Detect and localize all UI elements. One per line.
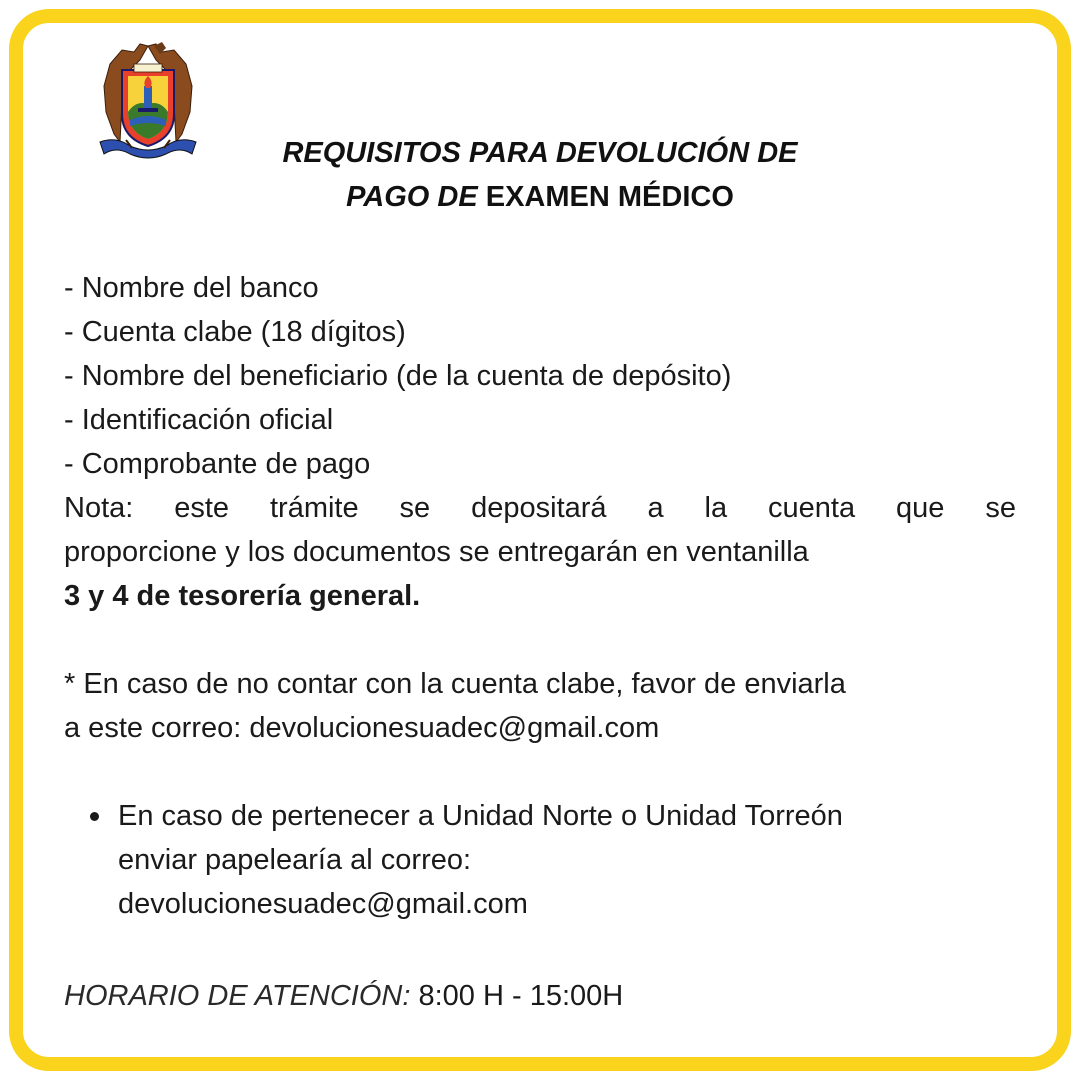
requirements-body (64, 266, 1016, 926)
requirement-item: - Nombre del beneficiario (de la cuenta de depósito) (64, 360, 732, 392)
requirement-item: - Cuenta clabe (18 dígitos) (64, 316, 406, 348)
bullet-icon (90, 812, 99, 821)
office-hours (64, 974, 623, 1018)
hours-value: 8:00 H - 15:00H (418, 980, 624, 1012)
clabe-notice-line1: * En caso de no contar con la cuenta clabe, favor de enviarla (64, 668, 846, 700)
title-line1-text: REQUISITOS PARA DEVOLUCIÓN DE (282, 137, 798, 169)
note-line1: Nota: este trámite se depositará a la cuenta que se (64, 492, 1016, 524)
branch-notice-line1: En caso de pertenecer a Unidad Norte o Unidad Torreón (118, 800, 843, 832)
page-title-line2 (150, 176, 930, 218)
requirement-item: - Nombre del banco (64, 272, 319, 304)
branch-notice-email: devolucionesuadec@gmail.com (118, 888, 528, 920)
branch-notice (118, 794, 1016, 926)
requirement-item: - Comprobante de pago (64, 448, 371, 480)
requirement-item: - Identificación oficial (64, 404, 334, 436)
note-line2: proporcione y los documentos se entregarán en ventanilla (64, 536, 809, 568)
page-title-line1 (150, 132, 930, 174)
title-line2-rest: EXAMEN MÉDICO (485, 181, 734, 213)
branch-notice-line2: enviar papelearía al correo: (118, 844, 472, 876)
clabe-notice-line2: a este correo: devolucionesuadec@gmail.com (64, 712, 660, 744)
note-bold-line: 3 y 4 de tesorería general. (64, 580, 421, 612)
hours-label: HORARIO DE ATENCIÓN: (64, 980, 411, 1012)
title-line2-italic: PAGO DE (346, 181, 478, 213)
